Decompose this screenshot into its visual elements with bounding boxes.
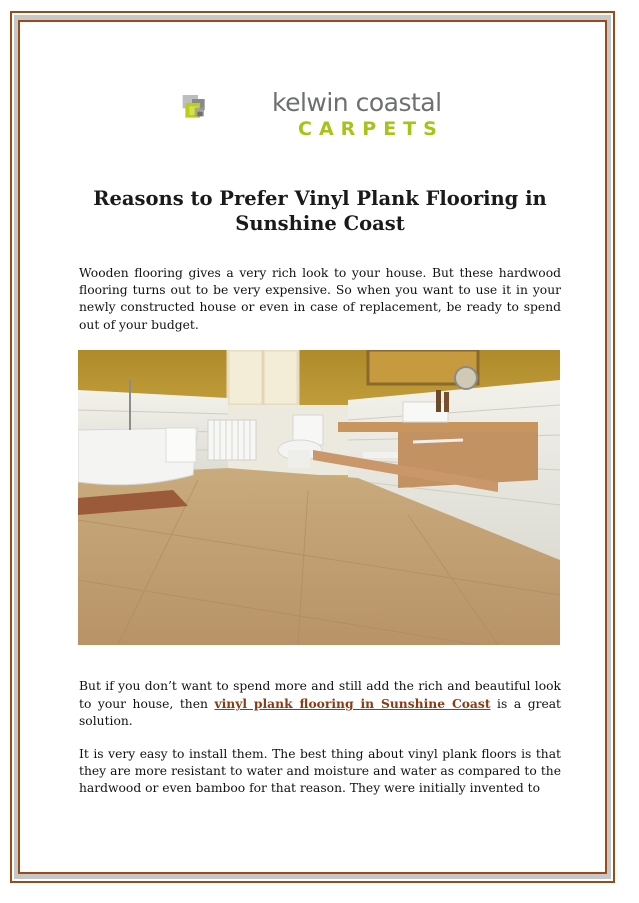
second-paragraph-text-end: is a great solution. (79, 697, 561, 729)
vinyl-plank-flooring-link[interactable]: vinyl plank flooring in Sunshine Coast (214, 696, 491, 712)
logo-text-carpets: CARPETS (298, 118, 444, 140)
logo-squares-icon (180, 68, 280, 148)
second-paragraph-text-start: But if you don’t want to spend more and still add the rich and beautiful look to your house, then (79, 679, 561, 712)
bathroom-floor-photo (78, 350, 560, 645)
logo-text-kelwin-coastal: kelwin coastal (272, 88, 442, 117)
article-title: Reasons to Prefer Vinyl Plank Flooring in Sunshine Coast (93, 187, 547, 235)
second-paragraph (79, 678, 561, 731)
third-paragraph: It is very easy to install them. The best thing about vinyl plank floors is that they are more resistant to water and moisture and water as compared to the hardwood or even bamboo for that reason. They were initially invented to (79, 747, 561, 796)
intro-paragraph: Wooden flooring gives a very rich look to your house. But these hardwood flooring turns out to be very expensive. So when you want to use it in your newly constructed house or even in case of replacement, be ready to spend out of your budget. (79, 266, 561, 332)
